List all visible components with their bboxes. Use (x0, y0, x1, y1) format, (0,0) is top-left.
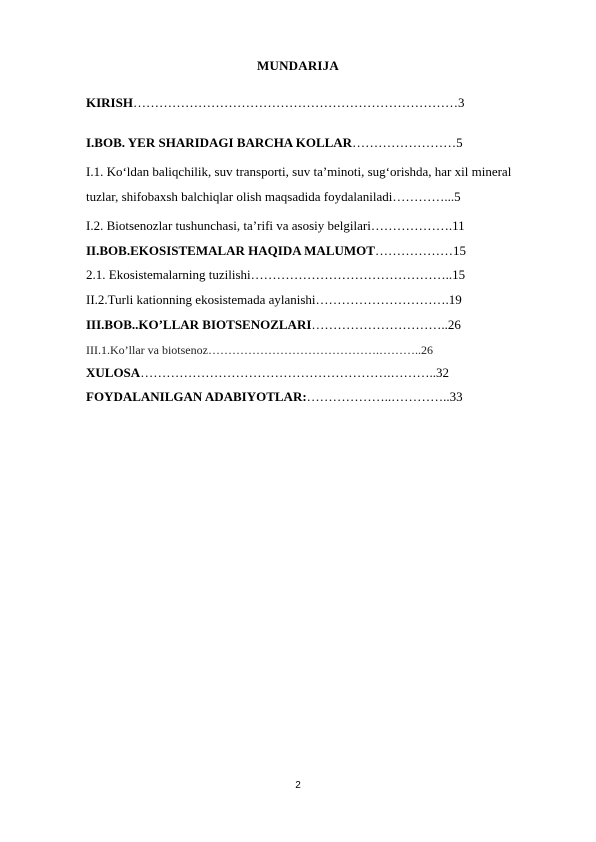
toc-entry-2-2[interactable] (86, 292, 462, 308)
toc-leader-dots: ………………………………………. (250, 267, 449, 282)
toc-entry-kirish[interactable] (86, 95, 464, 111)
toc-entry-label: FOYDALANILGAN ADABIYOTLAR: (86, 389, 307, 404)
toc-entry-xulosa[interactable] (86, 365, 449, 381)
toc-page-number: .33 (446, 389, 463, 404)
toc-entry-label: I.1. Ko‘ldan baliqchilik, suv transporti, suv ta’minoti, sug‘orishda, har xil mineral (86, 164, 512, 179)
toc-leader-dots: ……………… (374, 243, 453, 258)
toc-leader-dots: …………………………. (311, 317, 445, 332)
toc-entry-label: 2.1. Ekosistemalarning tuzilishi (86, 267, 251, 282)
toc-page-number: 3 (457, 95, 465, 110)
toc-leader-dots: …………………………. (315, 292, 449, 307)
toc-entry-label: I.BOB. YER SHARIDAGI BARCHA KOLLAR (86, 135, 353, 150)
toc-page-number: 19 (448, 292, 462, 307)
toc-entry-label: III.BOB..KO’LLAR BIOTSENOZLARI (86, 317, 312, 332)
toc-page-number: .26 (417, 343, 433, 357)
toc-title: MUNDARIJA (257, 58, 339, 73)
toc-entry-2-1[interactable] (86, 267, 465, 283)
toc-entry-adabiyotlar[interactable] (86, 389, 463, 405)
toc-leader-dots: ………………………………………………….………. (140, 365, 433, 380)
toc-leader-dots: ………………. (370, 218, 453, 233)
toc-entry-label: II.BOB.EKOSISTEMALAR HAQIDA MALUMOT (86, 243, 375, 258)
toc-entry-1-1-line1[interactable] (86, 164, 511, 180)
toc-leader-dots: ………………………………………………………………… (132, 95, 458, 110)
toc-entry-label: KIRISH (86, 95, 133, 110)
toc-entry-bob1[interactable] (86, 135, 463, 151)
toc-page-number: 15 (452, 243, 466, 258)
toc-leader-dots: …………………… (352, 135, 457, 150)
toc-leader-dots: …………. (392, 189, 448, 204)
toc-entry-label: III.1.Ko’llar va biotsenoz (86, 343, 208, 357)
toc-leader-dots: ………………..…………. (306, 389, 447, 404)
toc-entry-bob2[interactable] (86, 243, 466, 259)
page-number: 2 (295, 780, 301, 791)
toc-entry-bob3[interactable] (86, 317, 461, 333)
toc-entry-label: II.2.Turli kationning ekosistemada aylanishi (86, 292, 316, 307)
toc-entry-label: I.2. Biotsenozlar tushunchasi, ta’rifi va asosiy belgilari (86, 218, 371, 233)
toc-leader-dots: …………………………………….………. (207, 343, 418, 357)
toc-page-number: ..5 (447, 189, 461, 204)
toc-page-number: 5 (456, 135, 463, 150)
toc-entry-1-1-line2[interactable] (86, 189, 461, 205)
toc-page-number: .15 (448, 267, 466, 282)
toc-entry-3-1[interactable] (86, 342, 433, 358)
toc-page-number: .26 (444, 317, 461, 332)
toc-page-number: 11 (452, 218, 465, 233)
toc-entry-label: XULOSA (86, 365, 141, 380)
toc-entry-label: tuzlar, shifobaxsh balchiqlar olish maqsadida foydalaniladi (86, 189, 393, 204)
toc-entry-1-2[interactable] (86, 218, 465, 234)
toc-page-number: .32 (432, 365, 449, 380)
